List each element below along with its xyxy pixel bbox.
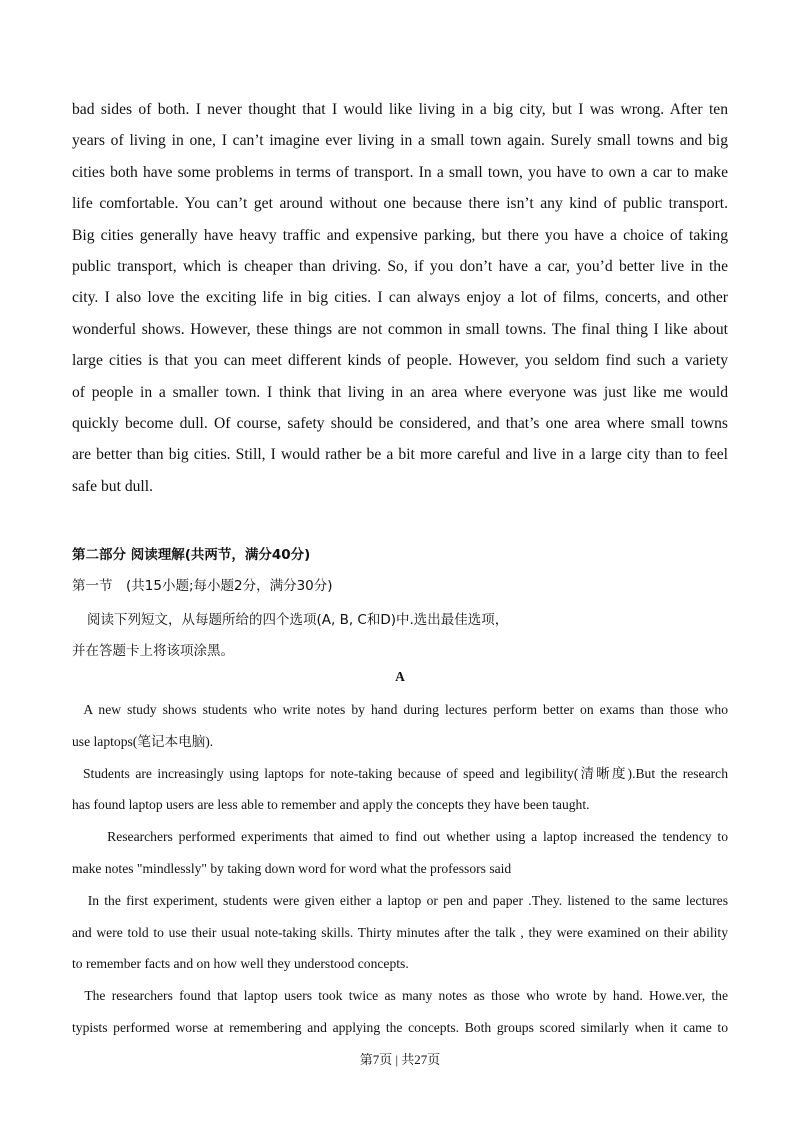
essay-line: wonderful shows. However, these things are not common in small towns. The final thing I like about: [72, 320, 728, 338]
part-title: 第二部分 阅读理解(共两节，满分40分): [72, 547, 311, 563]
passage-heading: A: [395, 669, 405, 684]
passage-line: typists performed worse at remembering and applying the concepts. Both groups scored similarly when it came to: [72, 1019, 728, 1035]
section-title: 第一节 (共15小题;每小题2分，满分30分): [72, 578, 333, 594]
essay-line: city. I also love the exciting life in big cities. I can always enjoy a lot of films, concerts, and other: [72, 289, 728, 307]
instruction-line: 并在答题卡上将该项涂黑。: [72, 643, 234, 659]
passage-line: The researchers found that laptop users took twice as many notes as those who wrote by hand. Howe.ver, the: [72, 988, 728, 1004]
passage-line: and were told to use their usual note-taking skills. Thirty minutes after the talk , they were examined on their ability: [72, 924, 728, 940]
passage-line: to remember facts and on how well they understood concepts.: [72, 956, 409, 972]
passage-line: make notes "mindlessly" by taking down word for word what the professors said: [72, 860, 512, 876]
essay-line: of people in a smaller town. I think that living in an area where everyone was just like me would: [72, 383, 728, 401]
essay-line: large cities is that you can meet different kinds of people. However, you seldom find such a variety: [72, 352, 728, 370]
essay-line: public transport, which is cheaper than driving. So, if you don’t have a car, you’d better live in the: [72, 258, 728, 276]
essay-line: bad sides of both. I never thought that I would like living in a big city, but I was wrong. After ten: [72, 101, 728, 118]
essay-line: safe but dull.: [72, 477, 153, 495]
passage-line: use laptops(笔记本电脑).: [72, 733, 214, 749]
essay-paragraph: [72, 94, 728, 502]
instruction-line: 阅读下列短文，从每题所给的四个选项(A, B, C和D)中.选出最佳选项，: [87, 612, 509, 628]
essay-line: years of living in one, I can’t imagine ever living in a small town again. Surely small towns and big: [72, 132, 728, 150]
passage-a: [72, 694, 728, 1044]
passage-line: Students are increasingly using laptops for note-taking because of speed and legibility(清晰度).But the research: [72, 765, 728, 781]
passage-line: In the first experiment, students were given either a laptop or pen and paper .They. listened to the same lectures: [72, 892, 728, 908]
essay-line: cities both have some problems in terms of transport. In a small town, you have to own a car to make: [72, 163, 728, 181]
essay-line: Big cities generally have heavy traffic and expensive parking, but there you have a choice of taking: [72, 226, 728, 244]
passage-line: Researchers performed experiments that aimed to find out whether using a laptop increased the tendency to: [72, 829, 728, 845]
passage-line: has found laptop users are less able to remember and apply the concepts they have been taught.: [72, 797, 590, 813]
essay-line: life comfortable. You can’t get around without one because there isn’t any kind of public transport.: [72, 195, 728, 213]
essay-line: are better than big cities. Still, I would rather be a bit more careful and live in a large city than to feel: [72, 446, 728, 464]
page-footer: 第7页 | 共27页: [359, 1052, 441, 1067]
passage-line: A new study shows students who write notes by hand during lectures perform better on exams than those who: [72, 702, 728, 717]
instructions: [72, 605, 508, 667]
essay-line: quickly become dull. Of course, safety should be considered, and that’s one area where small towns: [72, 415, 728, 433]
